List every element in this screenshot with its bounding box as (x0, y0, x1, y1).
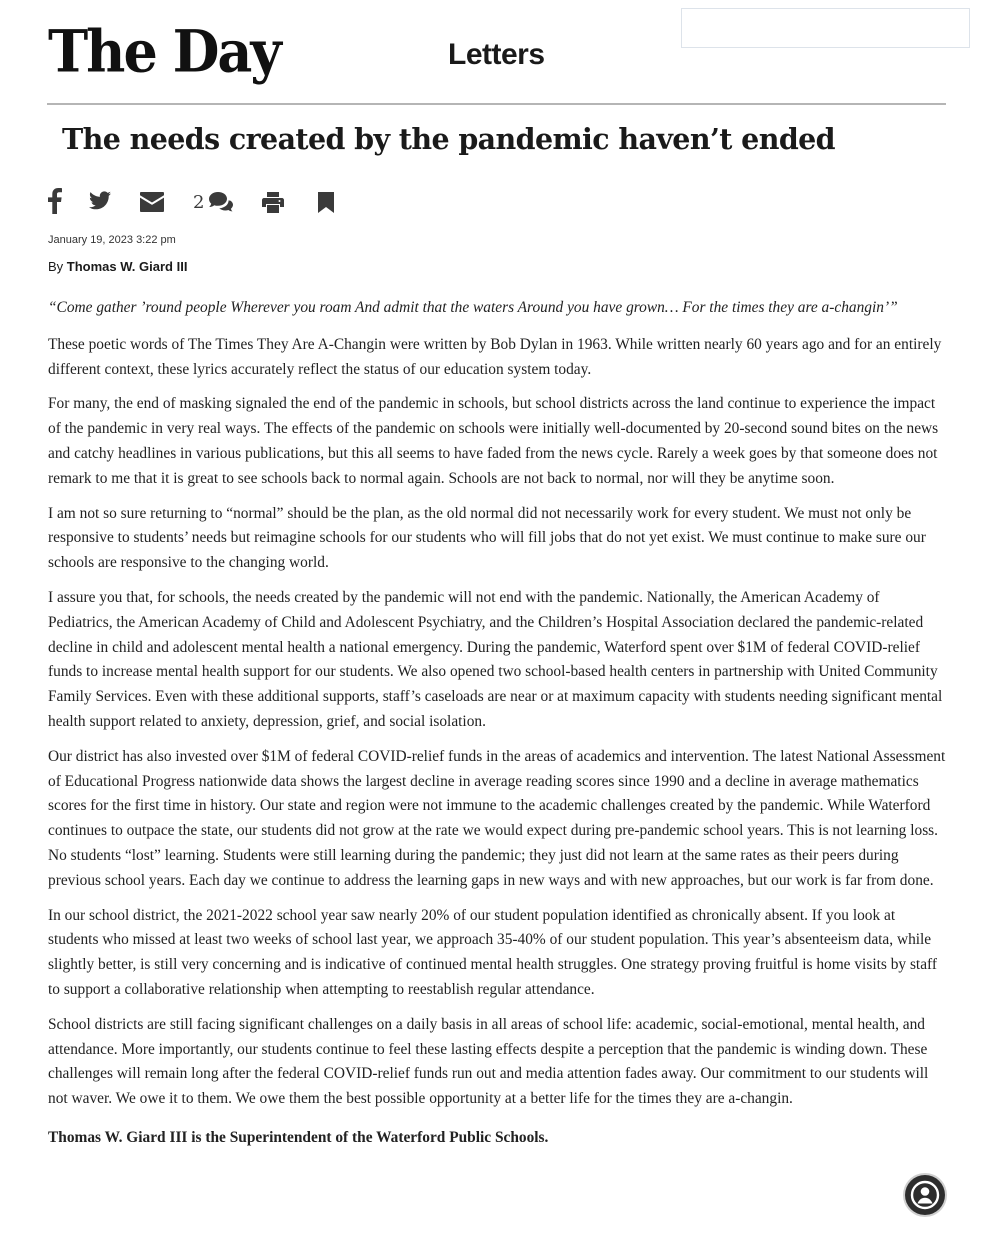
epigraph: “Come gather ’round people Wherever you roam And admit that the waters Around you have grown… For the times they are a-changin’” (48, 299, 898, 316)
ad-placeholder (681, 8, 970, 48)
author-bio: Thomas W. Giard III is the Superintendent of the Waterford Public Schools. (48, 1128, 549, 1146)
paragraph: For many, the end of masking signaled the end of the pandemic in schools, but school districts across the land continue to experience the impact of the pandemic in very real ways. The effects of the pandemic on schools were initially well-documented by 20-second sound bites on the news and catchy headlines in various publications, but this all seems to have faded from the news cycle. Rarely a week goes by that someone does not remark to me that it is great to see schools back to normal again. Schools are not back to normal, nor will they be anytime soon. (48, 395, 939, 487)
publish-date: January 19, 2023 3:22 pm (48, 234, 176, 246)
paragraph: School districts are still facing significant challenges on a daily basis in all areas of school life: academic, social-emotional, mental health, and attendance. More importantly, our students continue to feel these lasting effects despite a perception that the pandemic is winding down. These challenges will remain long after the federal COVID-relief funds run out and media attention fades away. Our commitment to our students will not waver. We owe it to them. We owe them the best possible opportunity at a better life for the times they are a-changin. (48, 1015, 929, 1108)
twitter-icon[interactable] (89, 191, 111, 210)
paragraph: These poetic words of The Times They Are A-Changin were written by Bob Dylan in 1963. While written nearly 60 years ago and for an entirely different context, these lyrics accurately reflect the status of our education system today. (48, 335, 942, 378)
bookmark-icon[interactable] (318, 192, 334, 213)
header-divider (47, 103, 946, 105)
comment-count[interactable]: 2 (193, 192, 205, 213)
email-icon[interactable] (140, 192, 164, 212)
account-button[interactable] (905, 1175, 945, 1215)
paragraph: I assure you that, for schools, the needs created by the pandemic will not end with the pandemic. Nationally, the American Academy of Pediatrics, the American Academy of Child and Adolescent Psychiatry, and the Children’s Hospital Association declared the pandemic-related decline in child and adolescent mental health a national emergency. During the pandemic, Waterford spent over $1M of federal COVID-relief funds to increase mental health support for our students. We also opened two school-based health centers in partnership with United Community Family Services. Even with these additional supports, staff’s caseloads are near or at maximum capacity with students needing significant mental health support related to anxiety, depression, grief, and social isolation. (48, 588, 943, 730)
byline (48, 259, 187, 274)
section-title[interactable]: Letters (448, 38, 545, 71)
account-icon (905, 1175, 945, 1215)
article-headline: The needs created by the pandemic haven’t ended (62, 122, 836, 156)
facebook-icon[interactable] (48, 188, 62, 214)
comment-icon[interactable] (209, 192, 233, 212)
paragraph: In our school district, the 2021-2022 school year saw nearly 20% of our student population identified as chronically absent. If you look at students who missed at least two weeks of school last year, we approach 35-40% of our student population. This year’s absenteeism data, while slightly better, is still very concerning and is indicative of continued mental health struggles. One strategy proving fruitful is home visits by staff to support a collaborative relationship when attempting to reestablish regular attendance. (48, 906, 938, 998)
paragraph: I am not so sure returning to “normal” should be the plan, as the old normal did not necessarily work for every student. We must not only be responsive to students’ needs but reimagine schools for our students who will fill jobs that do not yet exist. We must continue to make sure our schools are responsive to the changing world. (48, 504, 926, 572)
author-name[interactable]: Thomas W. Giard III (66, 259, 188, 274)
article-body (48, 296, 946, 1161)
paragraph: Our district has also invested over $1M of federal COVID-relief funds in the areas of academics and intervention. The latest National Assessment of Educational Progress nationwide data shows the largest decline in average reading scores since 1990 and a decline in average mathematics scores for the first time in history. Our state and region were not immune to the academic challenges created by the pandemic. While Waterford continues to outpace the state, our students did not grow at the rate we would expect during pre-pandemic school years. This is not learning loss. No students “lost” learning. Students were still learning during the pandemic; they just did not learn at the same rates as their peers during previous school years. Each day we continue to address the learning gaps in new ways and with new approaches, but our work is far from done. (48, 747, 946, 889)
print-icon[interactable] (262, 192, 284, 213)
the-day-logo[interactable]: The Day (48, 16, 280, 86)
byline-prefix: By (48, 259, 64, 274)
